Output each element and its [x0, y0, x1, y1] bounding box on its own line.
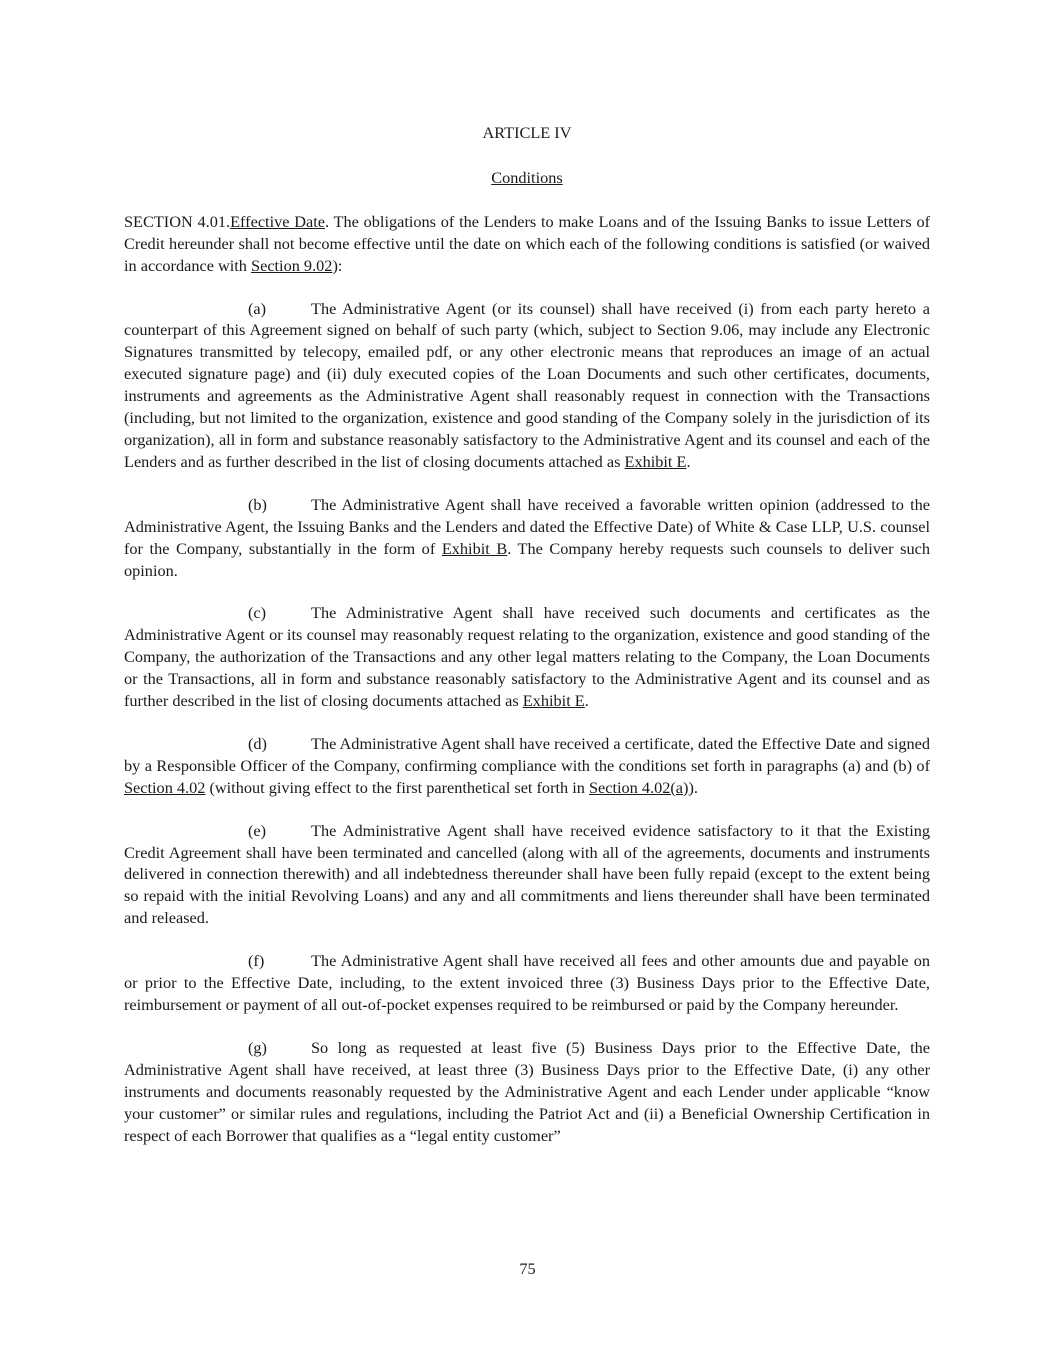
section-text: . The obligations of the Lenders to make Loans and of the Issuing Banks to issue Letters of Credit hereunder shall not become effective until the date on which each of the following conditions is satisfied (or waived in accordance with [124, 211, 931, 275]
paragraph-e-text: The Administrative Agent shall have received evidence satisfactory to it that the Existing Credit Agreement shall have been terminated and cancelled (along with all of the agreements, documents and instruments delivered in connection therewith) and all indebtedness thereunder shall have been fully repaid (except to the extent being so repaid with the initial Revolving Loans) and any and all commitments and liens thereunder shall have been terminated and released. [124, 820, 930, 928]
paragraph-a: (a) The Administrative Agent (or its counsel) shall have received (i) from each party hereto a counterpart of this Agreement signed on behalf of such party (which, subject to Section 9.06, may include any Electronic Signatures transmitted by telecopy, emailed pdf, or any other electronic means that reproduces an image of an actual executed signature page) and (ii) duly executed copies of the Loan Documents and such other certificates, documents, instruments and agreements as the Administrative Agent shall reasonably request in connection with the Transactions (including, but not limited to the organization, existence and good standing of the Company solely in the jurisdiction of its organization), all in form and substance reasonably satisfactory to the Administrative Agent and its counsel and each of the Lenders and as further described in the list of closing documents attached as Exhibit E. [124, 298, 930, 471]
paragraph-e-label: (e) [248, 820, 267, 840]
paragraph-f-text: The Administrative Agent shall have received all fees and other amounts due and payable on or prior to the Effective Date, including, to the extent invoiced three (3) Business Days prior to the Effective Date, reimbursement or payment of all out-of-pocket expenses required to be reimbursed or paid by the Company hereunder. [124, 951, 930, 1014]
article-heading [124, 167, 930, 189]
section-9-02-reference: Section 9.02 [251, 255, 333, 275]
section-4-02a-reference: Section 4.02(a) [588, 777, 689, 797]
paragraph-d-label: (d) [248, 733, 267, 753]
exhibit-e-reference: Exhibit E [624, 451, 687, 471]
page-number: 75 [519, 1259, 536, 1278]
paragraph-g [124, 1037, 930, 1147]
article-heading-text: Conditions [491, 167, 563, 187]
section-number: SECTION 4.01. [124, 211, 231, 231]
paragraph-c-text: The Administrative Agent shall have received such documents and certificates as the Administrative Agent or its counsel may reasonably request relating to the organization, existence and good standing of the Company, the authorization of the Transactions and any other legal matters relating to the Company, the Loan Documents or the Transactions, all in form and substance reasonably satisfactory to the Administrative Agent and its counsel and as further described in the list of closing documents attached as [124, 603, 930, 711]
document-page [124, 122, 930, 1146]
paragraph-d-text: The Administrative Agent shall have received a certificate, dated the Effective Date and signed by a Responsible Officer of the Company, confirming compliance with the conditions set forth in paragraphs (a) and (b) of [124, 733, 930, 775]
paragraph-a-label: (a) [248, 298, 267, 318]
article-title: ARTICLE IV [482, 123, 572, 142]
paragraph-c: (c) The Administrative Agent shall have received such documents and certificates as the Administrative Agent or its counsel may reasonably request relating to the organization, existence and good standing of the Company, the authorization of the Transactions and any other legal matters relating to the Company, the Loan Documents or the Transactions, all in form and substance reasonably satisfactory to the Administrative Agent and its counsel and as further described in the list of closing documents attached as Exhibit E. [124, 603, 930, 711]
paragraph-b-label: (b) [248, 494, 267, 514]
paragraph-g-label: (g) [248, 1037, 267, 1057]
paragraph-d: (d) The Administrative Agent shall have received a certificate, dated the Effective Date and signed by a Responsible Officer of the Company, confirming compliance with the conditions set forth in paragraphs (a) and (b) of Section 4.02 (without giving effect to the first parenthetical set forth in Section 4.02(a)). [124, 733, 930, 797]
paragraph-a-text: The Administrative Agent (or its counsel) shall have received (i) from each party hereto a counterpart of this Agreement signed on behalf of such party (which, subject to Section 9.06, may include any Electronic Signatures transmitted by telecopy, emailed pdf, or any other electronic means that reproduces an image of an actual executed signature page) and (ii) duly executed copies of the Loan Documents and such other certificates, documents, instruments and agreements as the Administrative Agent shall reasonably request in connection with the Transactions (including, but not limited to the organization, existence and good standing of the Company solely in the jurisdiction of its organization), all in form and substance reasonably satisfactory to the Administrative Agent and its counsel and each of the Lenders and as further described in the list of closing documents attached as [124, 298, 930, 471]
section-title: Effective Date [230, 211, 325, 231]
paragraph-f [124, 950, 930, 1016]
paragraph-b-text: The Administrative Agent shall have received a favorable written opinion (addressed to the Administrative Agent, the Issuing Banks and the Lenders and dated the Effective Date) of White & Case LLP, U.S. counsel for the Company, substantially in the form of [124, 494, 930, 558]
paragraph-e [124, 820, 930, 930]
section-4-02-reference: Section 4.02 [124, 777, 206, 797]
section-4-01: SECTION 4.01.Effective Date. The obligations of the Lenders to make Loans and of the Issuing Banks to issue Letters of Credit hereunder shall not become effective until the date on which each of the following conditions is satisfied (or waived in accordance with Section 9.02): [124, 211, 931, 275]
exhibit-b-reference: Exhibit B [441, 538, 508, 558]
paragraph-b: (b) The Administrative Agent shall have received a favorable written opinion (addressed to the Administrative Agent, the Issuing Banks and the Lenders and dated the Effective Date) of White & Case LLP, U.S. counsel for the Company, substantially in the form of Exhibit B. The Company hereby requests such counsels to deliver such opinion. [124, 494, 930, 580]
paragraph-c-label: (c) [248, 603, 267, 623]
paragraph-g-text: So long as requested at least five (5) Business Days prior to the Effective Date, the Administrative Agent shall have received, at least three (3) Business Days prior to the Effective Date, (i) any other instruments and documents reasonably requested by the Administrative Agent and each Lender under applicable “know your customer” or similar rules and regulations, including the Patriot Act and (ii) a Beneficial Ownership Certification in respect of each Borrower that qualifies as a “legal entity customer” [124, 1037, 930, 1145]
exhibit-e-reference: Exhibit E [522, 691, 585, 711]
paragraph-f-label: (f) [248, 951, 265, 971]
